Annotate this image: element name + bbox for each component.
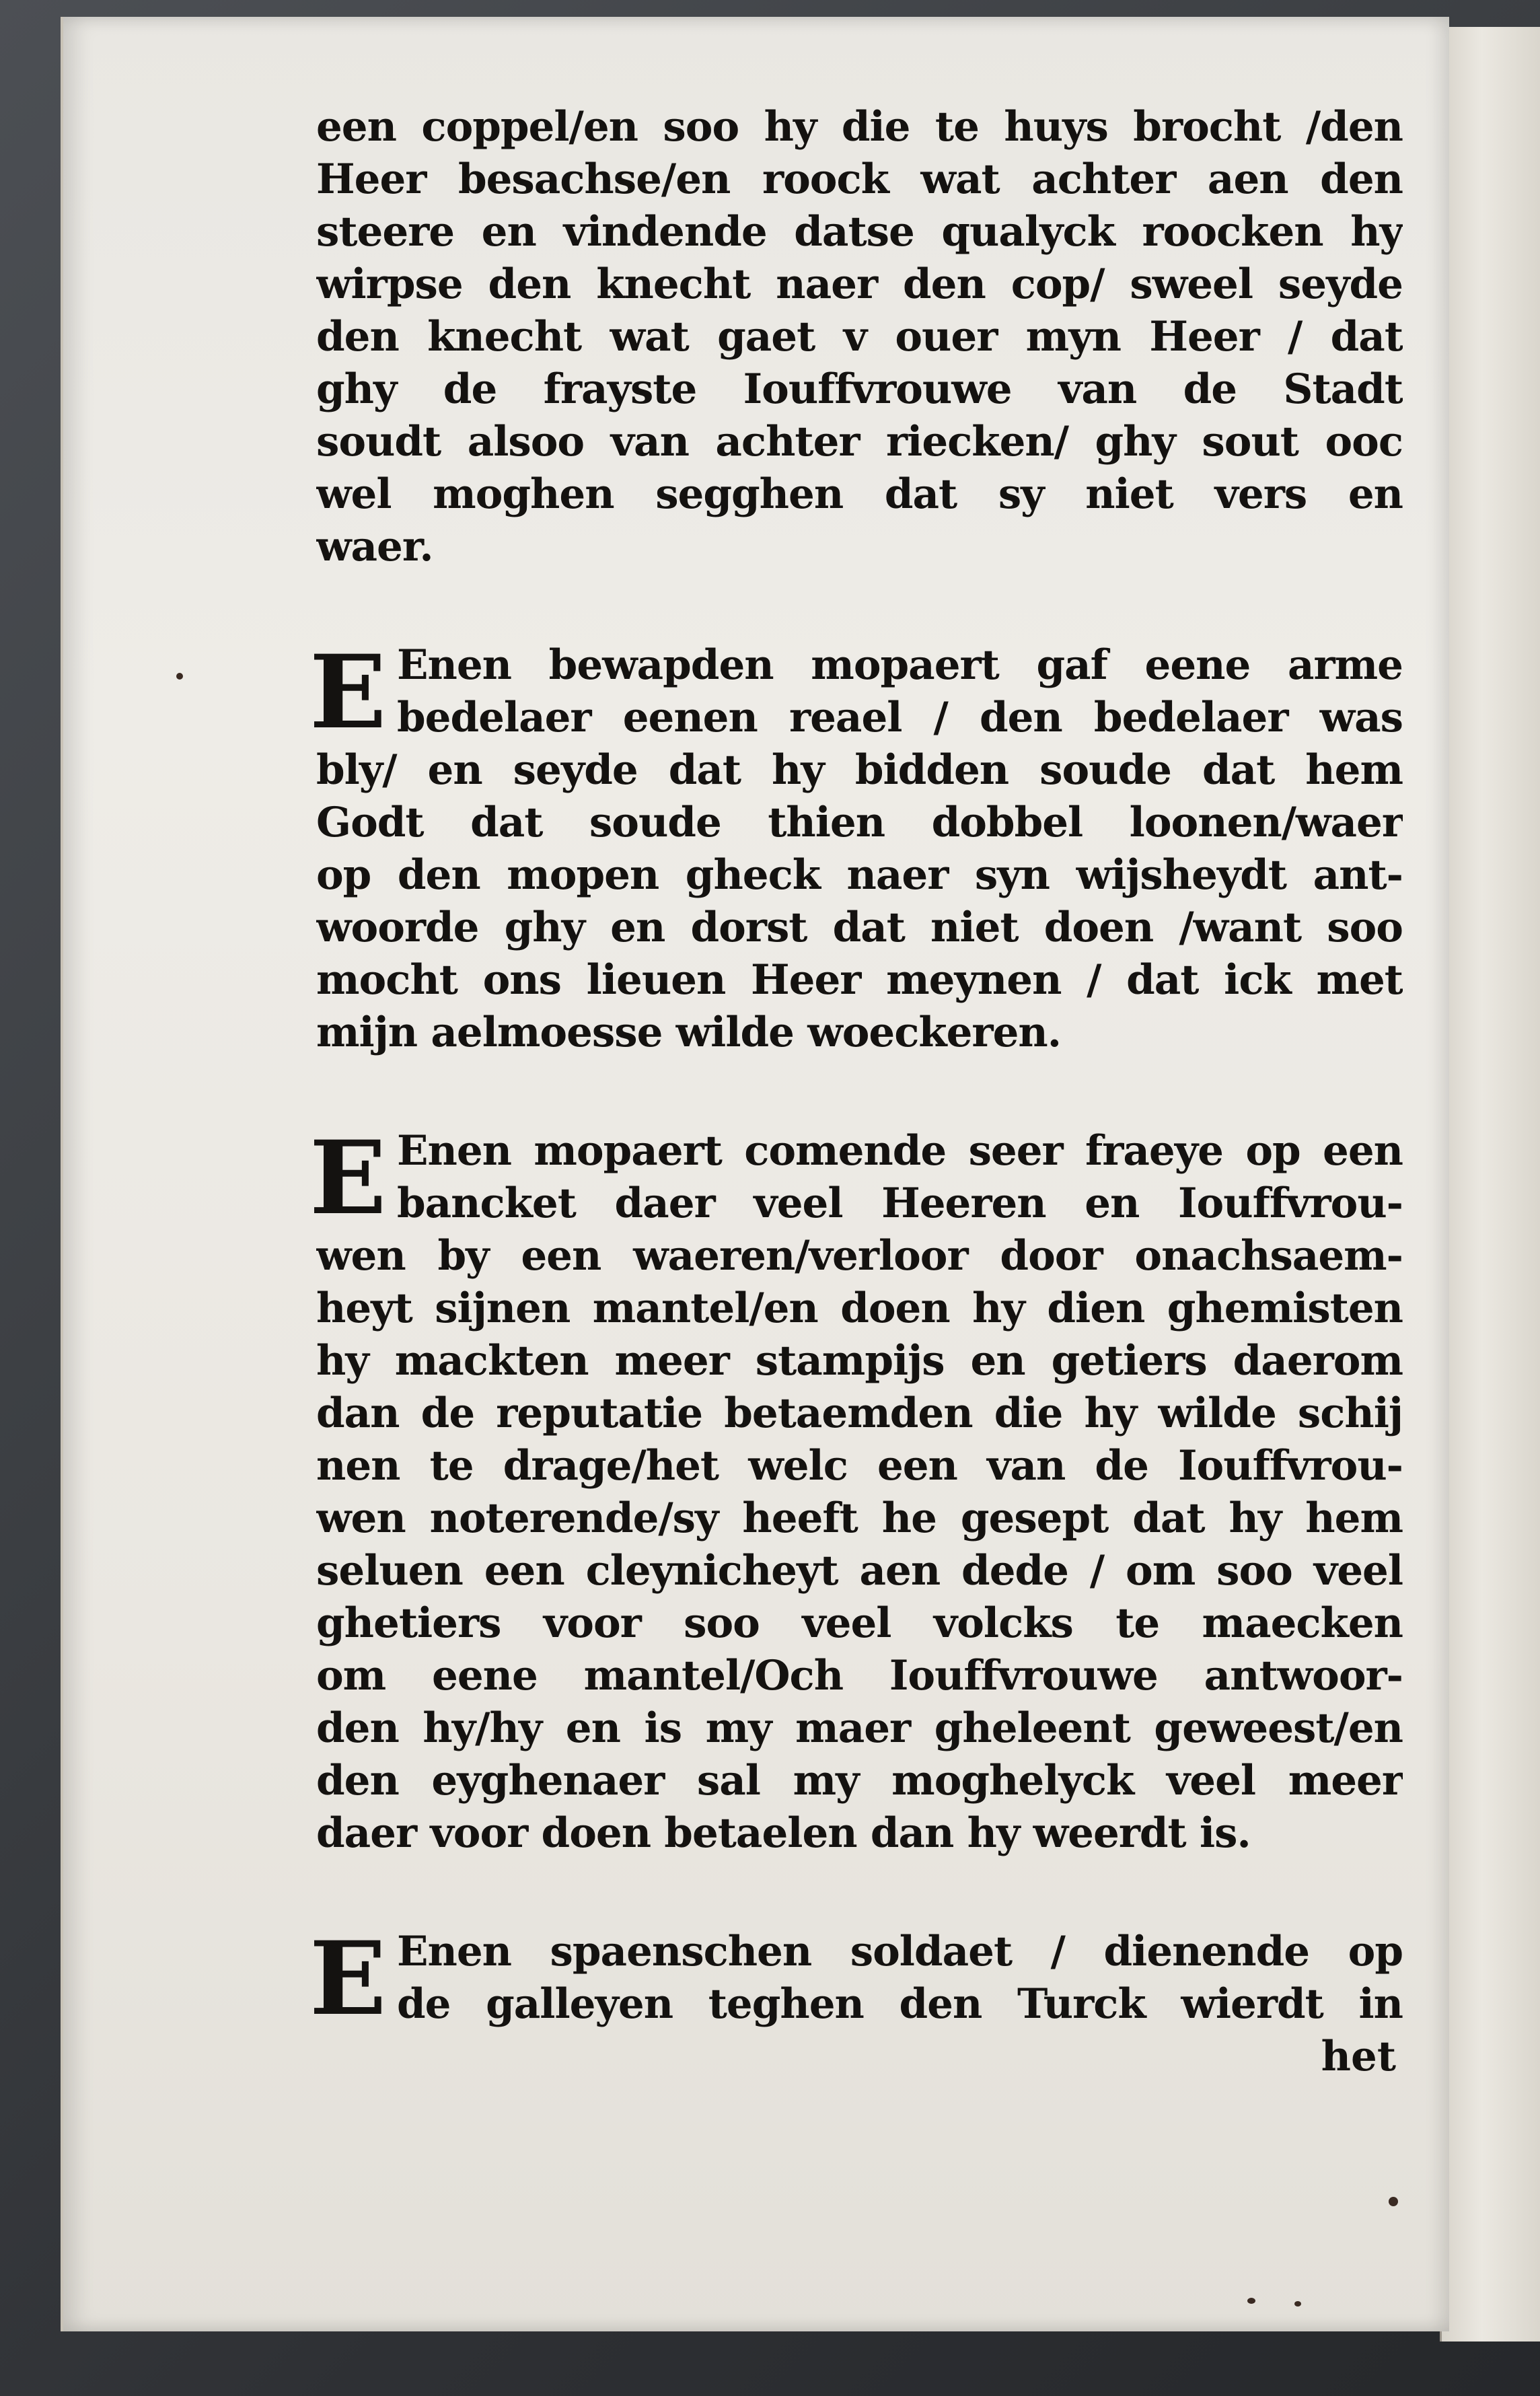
- text-line: Enen spaenschen soldaet / dienende op: [397, 1928, 1403, 1975]
- text-line: wen noterende/sy heeft he gesept dat hy hem: [316, 1494, 1403, 1542]
- text-line: den hy/hy en is my maer gheleent geweest/en: [316, 1704, 1403, 1752]
- text-line: den eyghenaer sal my moghelyck veel meer: [316, 1757, 1403, 1805]
- text-line: daer voor doen betaelen dan hy weerdt is.: [316, 1809, 1251, 1857]
- text-line: bancket daer veel Heeren en Iouffvrou-: [397, 1179, 1403, 1227]
- text-line: Godt dat soude thien dobbel loonen/waer: [316, 799, 1403, 846]
- text-block: [309, 101, 1403, 2083]
- ink-speck: [176, 673, 183, 680]
- text-line: hy mackten meer stampijs en getiers daerom: [316, 1337, 1403, 1385]
- text-line: Enen mopaert comende seer fraeye op een: [397, 1127, 1403, 1175]
- ink-speck: [1294, 2301, 1301, 2307]
- paragraph-2: [309, 633, 1403, 1059]
- text-line: den knecht wat gaet v ouer myn Heer / dat: [316, 313, 1403, 361]
- text-line: waer.: [316, 523, 433, 571]
- text-line: bly/ en seyde dat hy bidden soude dat hem: [316, 746, 1403, 794]
- text-line: ghetiers voor soo veel volcks te maecken: [316, 1599, 1403, 1647]
- text-line: op den mopen gheck naer syn wijsheydt ant-: [316, 851, 1403, 899]
- text-line: woorde ghy en dorst dat niet doen /want soo: [316, 904, 1403, 951]
- text-line: de galleyen teghen den Turck wierdt in: [397, 1980, 1403, 2028]
- catchword: het: [1321, 2033, 1396, 2080]
- text-line: mijn aelmoesse wilde woeckeren.: [316, 1009, 1061, 1056]
- facing-page-edge: [1440, 27, 1540, 2341]
- text-line: steere en vindende datse qualyck roocken hy: [316, 208, 1403, 256]
- text-line: soudt alsoo van achter riecken/ ghy sout ooc: [316, 418, 1403, 466]
- text-line: wen by een waeren/verloor door onachsaem-: [316, 1232, 1403, 1280]
- paragraph-4: [309, 1920, 1403, 2083]
- text-line: mocht ons lieuen Heer meynen / dat ick met: [316, 956, 1403, 1004]
- text-line: wel moghen segghen dat sy niet vers en: [316, 470, 1403, 518]
- text-line: seluen een cleynicheyt aen dede / om soo veel: [316, 1547, 1403, 1595]
- text-line: nen te drage/het welc een van de Iouffvrou-: [316, 1442, 1403, 1490]
- text-line: bedelaer eenen reael / den bedelaer was: [397, 694, 1403, 741]
- text-line: heyt sijnen mantel/en doen hy dien ghemisten: [316, 1284, 1403, 1332]
- text-line: Heer besachse/en roock wat achter aen den: [316, 155, 1403, 203]
- text-line: Enen bewapden mopaert gaf eene arme: [397, 641, 1403, 689]
- text-line: dan de reputatie betaemden die hy wilde schij: [316, 1389, 1403, 1437]
- drop-cap: E: [309, 633, 387, 752]
- text-line: een coppel/en soo hy die te huys brocht /den: [316, 103, 1403, 151]
- drop-cap: E: [309, 1119, 387, 1237]
- text-line: wirpse den knecht naer den cop/ sweel seyde: [316, 260, 1403, 308]
- ink-speck: [1247, 2298, 1255, 2304]
- text-line: om eene mantel/Och Iouffvrouwe antwoor-: [316, 1652, 1403, 1700]
- text-line: ghy de frayste Iouffvrouwe van de Stadt: [316, 365, 1403, 413]
- paragraph-3: [309, 1119, 1403, 1860]
- ink-speck: [1389, 2197, 1398, 2206]
- paragraph-1: [316, 101, 1403, 573]
- drop-cap: E: [309, 1920, 387, 2038]
